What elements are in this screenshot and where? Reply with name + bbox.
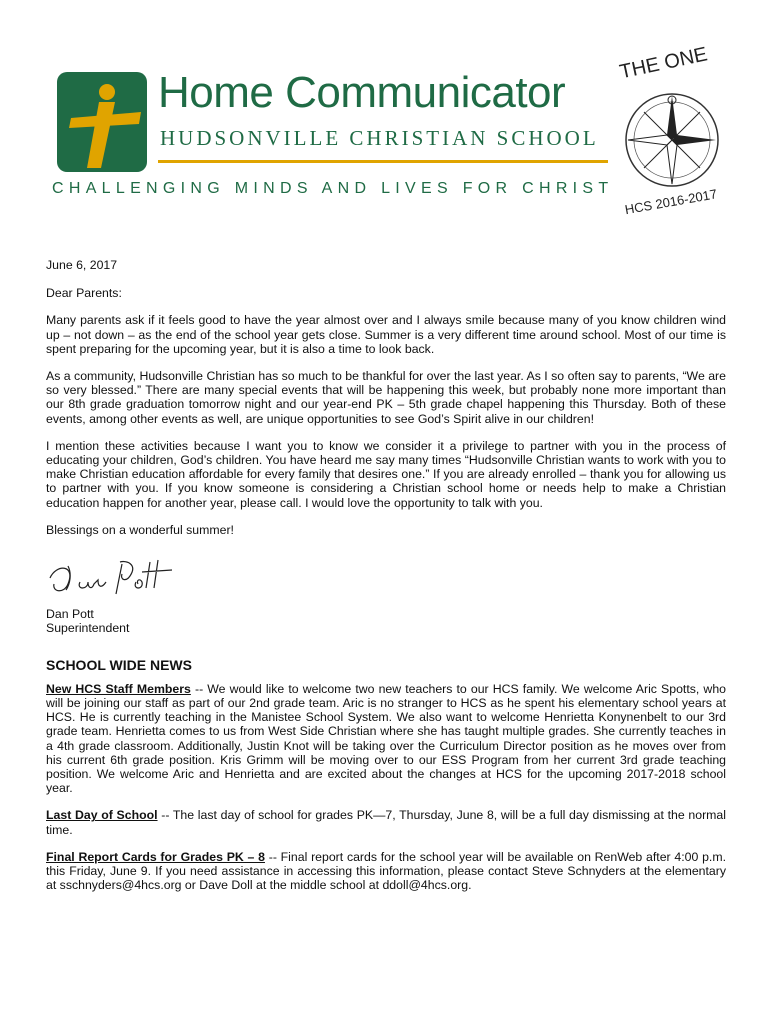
news-item-heading: Last Day of School	[46, 808, 158, 823]
letter-closing: Blessings on a wonderful summer!	[46, 522, 234, 537]
letter-body	[46, 258, 726, 906]
letter-paragraph: Many parents ask if it feels good to have the year almost over and I always smile because many of you know children wind up – not down – as the end of the school year gets close. Summer is a very different time around school. Most of our time is spent preparing for the upcoming year, but it is also a time to look back.	[46, 313, 726, 356]
newsletter-title: Home Communicator	[158, 68, 566, 117]
news-item	[46, 850, 726, 893]
letter-date: June 6, 2017	[46, 258, 118, 272]
signer-name: Dan Pott	[46, 607, 94, 622]
theme-bottom-text: HCS 2016-2017	[623, 186, 719, 218]
newsletter-header	[0, 0, 770, 230]
letter-paragraph: I mention these activities because I want you to know we consider it a privilege to partner with you in the process of educating your children, God’s children. You have heard me say many times “Hudsonville Christian wants to work with you to make Christian education affordable for every family that desires one.” If you are already enrolled – thank you for allowing us to partner with you. If you know someone is considering a Christian school home or needs help to make a Christian education happen for another year, please call. I would love the opportunity to talk with you.	[46, 438, 726, 510]
cross-icon	[57, 72, 147, 172]
theme-top-text: THE ONE	[617, 43, 710, 84]
handwritten-signature	[46, 554, 176, 596]
school-tagline: CHALLENGING MINDS AND LIVES FOR CHRIST	[52, 180, 614, 197]
news-item-body: -- Final report cards for the school year will be available on RenWeb after 4:00 p.m. this Friday, June 9. If you need assistance in accessing this information, please contact Steve Schnyders at the elementary at sschnyders@4hcs.org or Dave Doll at the middle school at ddoll@4hcs.org.	[46, 849, 726, 893]
news-item	[46, 682, 726, 796]
school-name: HUDSONVILLE CHRISTIAN SCHOOL	[160, 126, 599, 150]
compass-theme-logo	[612, 40, 732, 220]
section-title: SCHOOL WIDE NEWS	[46, 656, 192, 673]
letter-paragraph: As a community, Hudsonville Christian has so much to be thankful for over the last year. As I so often say to parents, “We are so very blessed.” There are many special events that will be happening this week, but probably none more important than our 8th grade graduation tomorrow night and our year-end PK – 5th grade chapel happening this Thursday. Both of these events, among other events as well, are unique opportunities to see God’s Spirit alive in our children!	[46, 369, 726, 426]
signer-title: Superintendent	[46, 621, 130, 636]
news-item-heading: Final Report Cards for Grades PK – 8	[46, 849, 265, 864]
news-item-body: -- We would like to welcome two new teachers to our HCS family. We welcome Aric Spotts, who will be joining our staff as part of our 2nd grade team. Aric is no stranger to HCS as he spent his elementary school years at HCS. He is currently teaching in the Manistee School System. We also want to welcome Henrietta Konynenbelt to our 3rd grade team. Henrietta comes to us from West Side Christian where she has taught multiple grades. She currently teaches in a 4th grade classroom. Additionally, Justin Knot will be taking over the Curriculum Director position as he moves over from his current 6th grade position. Kris Grimm will be moving over to our ESS Program from her current 3rd grade teaching position. We welcome Aric and Henrietta and are excited about the changes at HCS for the upcoming 2017-2018 school year.	[46, 681, 726, 796]
news-item-body: -- The last day of school for grades PK—7, Thursday, June 8, will be a full day dismissing at the normal time.	[46, 808, 726, 837]
letter-salutation: Dear Parents:	[46, 286, 122, 301]
gold-divider	[158, 160, 608, 163]
news-item-heading: New HCS Staff Members	[46, 681, 191, 696]
school-logo	[57, 72, 147, 172]
news-item	[46, 808, 726, 836]
